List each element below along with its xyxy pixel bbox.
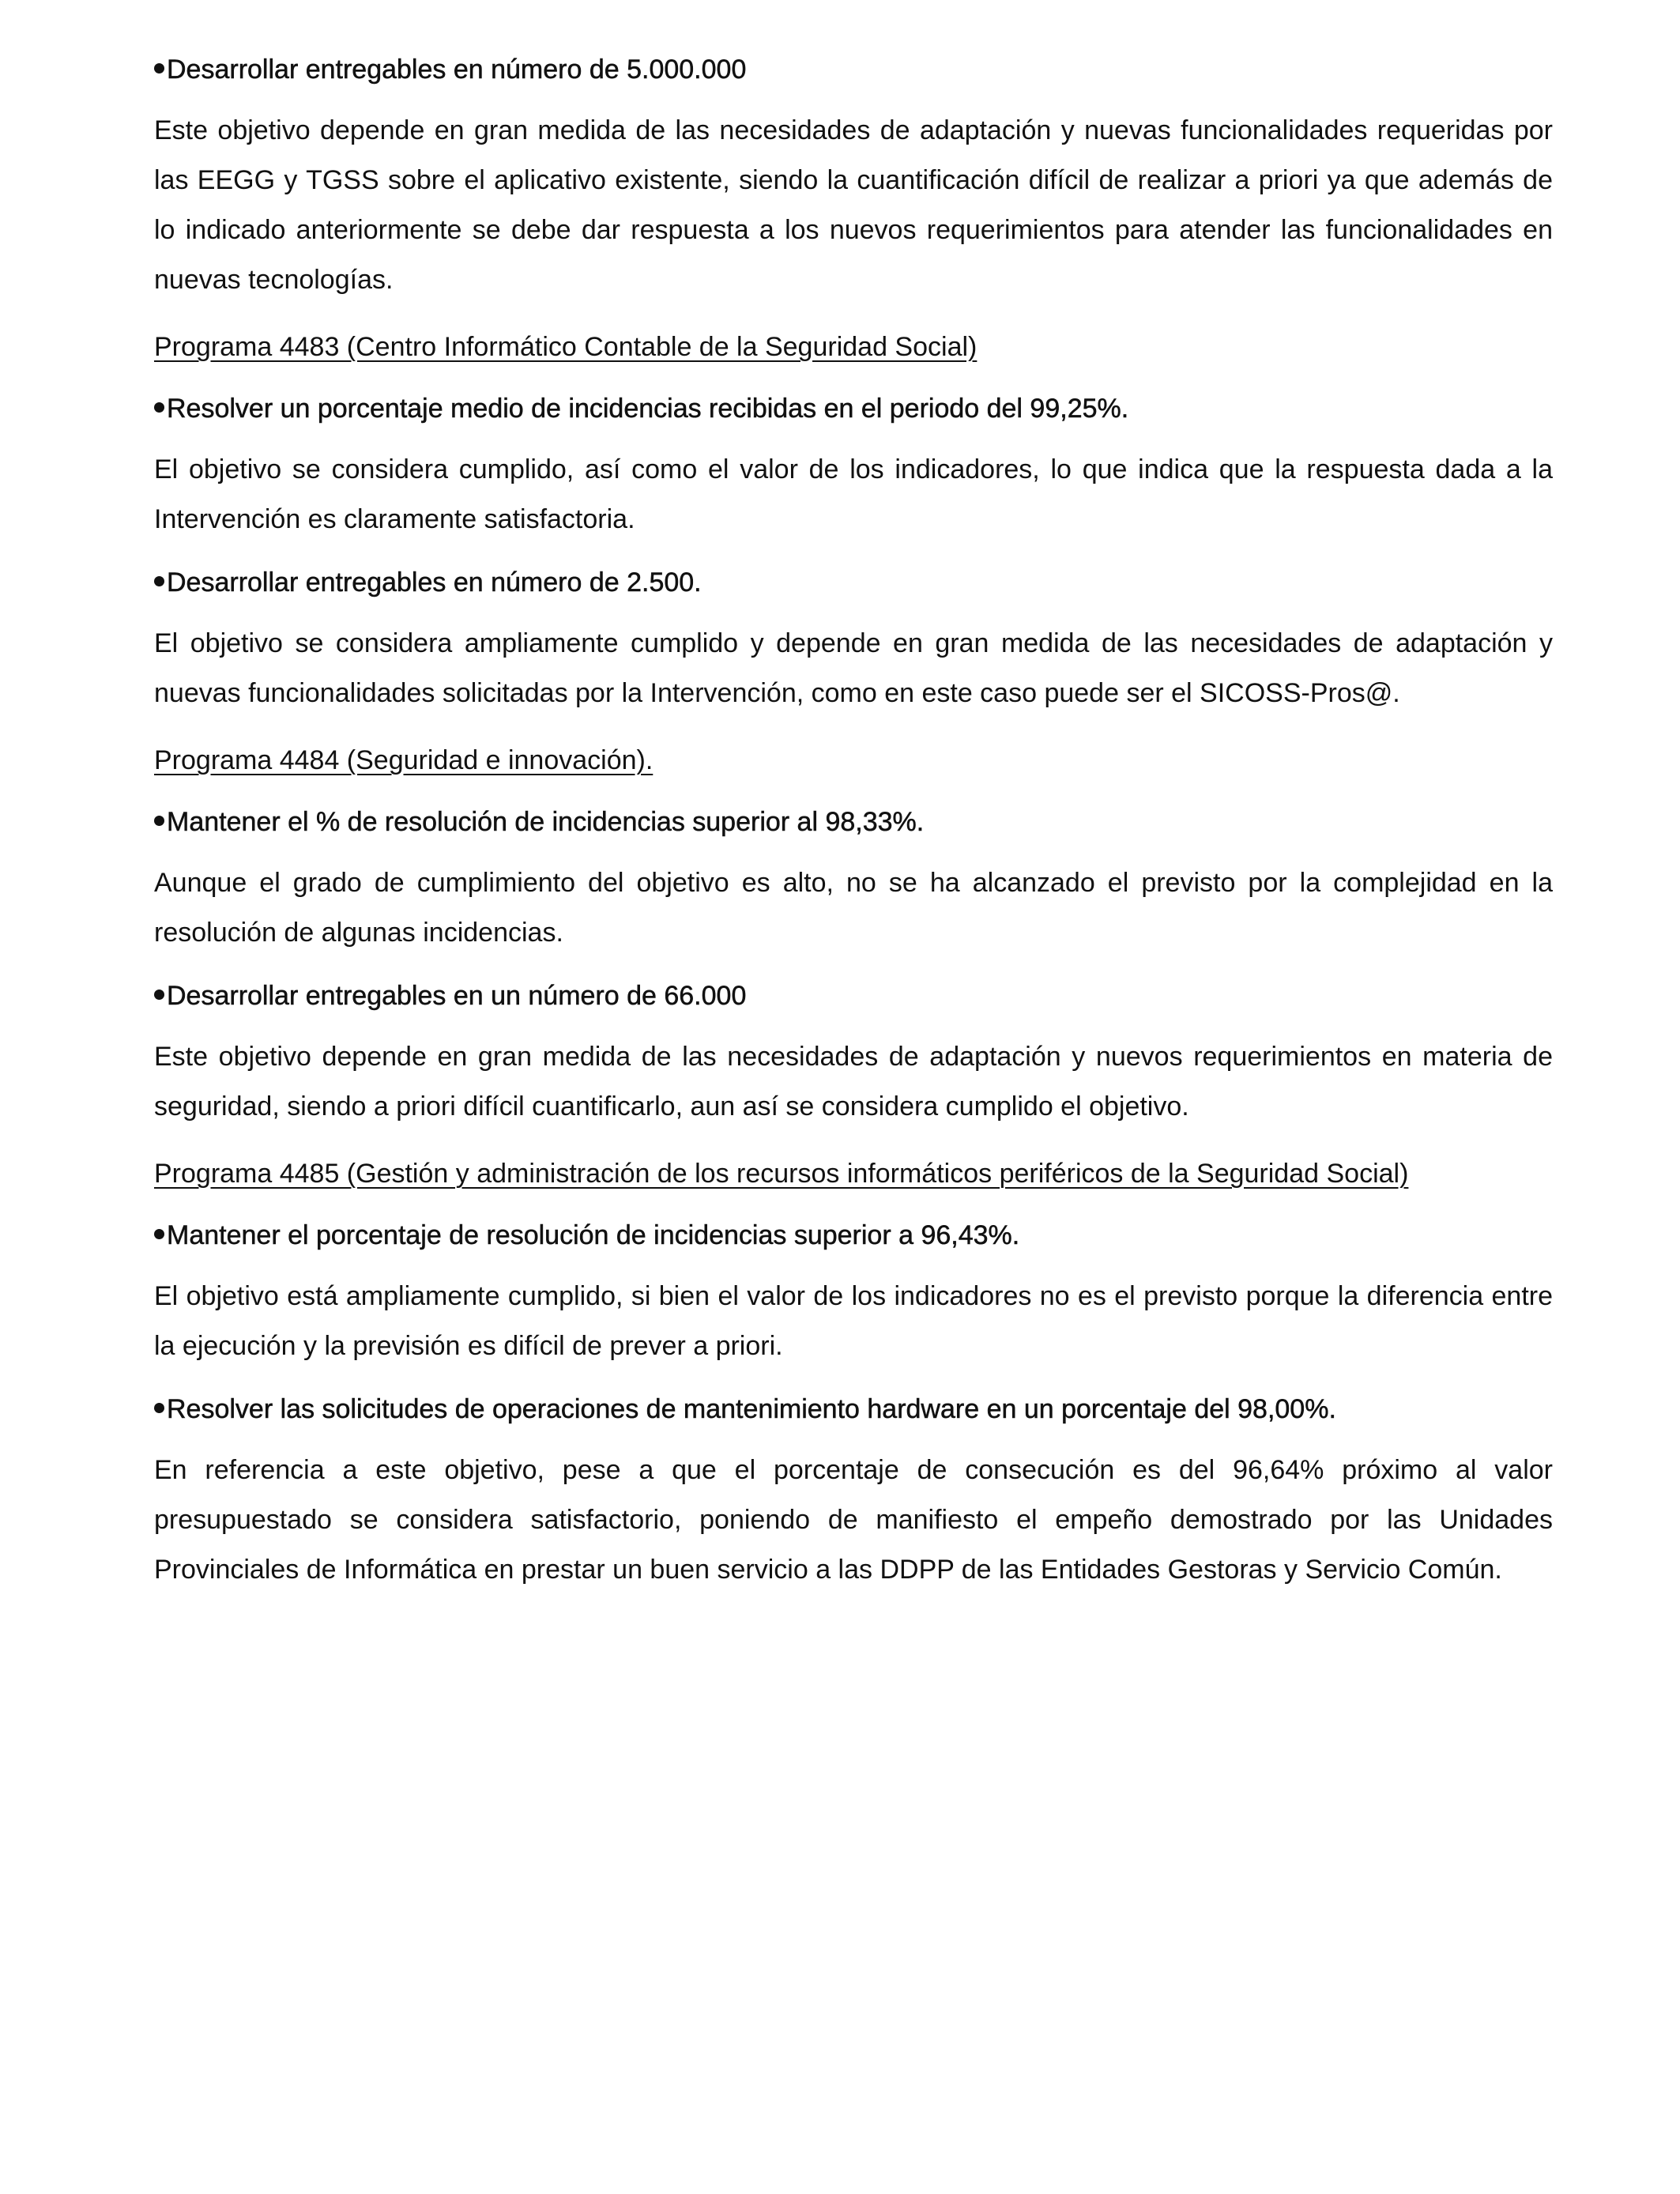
objective-text: Desarrollar entregables en un número de 66.000 [167, 981, 747, 1011]
bullet-dot-icon [154, 576, 164, 586]
objective-bullet [154, 49, 1553, 90]
bullet-dot-icon [154, 816, 164, 826]
objective-text: Resolver las solicitudes de operaciones de mantenimiento hardware en un porcentaje del 98,00%. [167, 1394, 1336, 1424]
objective-assessment: El objetivo se considera ampliamente cumplido y depende en gran medida de las necesidades de adaptación y nuevas funcionalidades solicitadas por la Intervención, como en este caso puede ser el SICOSS-Pros@. [154, 628, 1553, 708]
program-heading-text: Programa 4484 (Seguridad e innovación). [154, 745, 654, 775]
program-heading-text: Programa 4485 (Gestión y administración de los recursos informáticos periféricos de la Seguridad Social) [154, 1159, 1409, 1189]
program-heading-4483 [154, 322, 1553, 372]
program-heading-4484 [154, 736, 1553, 786]
program-heading-4485 [154, 1149, 1456, 1199]
bullet-dot-icon [154, 990, 164, 1000]
objective-assessment: En referencia a este objetivo, pese a que el porcentaje de consecución es del 96,64% próximo al valor presupuestado se considera satisfactorio, poniendo de manifiesto el empeño demostrado por las Unidades Provinciales de Informática en prestar un buen servicio a las DDPP de las Entidades Gestoras y Servicio Común. [154, 1455, 1553, 1585]
objective-text: Desarrollar entregables en número de 2.500. [167, 567, 702, 598]
objective-assessment: El objetivo está ampliamente cumplido, si bien el valor de los indicadores no es el previsto porque la diferencia entre la ejecución y la previsión es difícil de prever a priori. [154, 1281, 1553, 1361]
bullet-dot-icon [154, 1229, 164, 1239]
objective-text: Resolver un porcentaje medio de incidencias recibidas en el periodo del 99,25%. [167, 394, 1129, 424]
bullet-dot-icon [154, 1403, 164, 1413]
document-page [154, 49, 1553, 1612]
objective-bullet [154, 562, 1553, 603]
objective-bullet [154, 388, 1553, 429]
objective-bullet [154, 801, 1553, 843]
objective-text: Mantener el porcentaje de resolución de incidencias superior a 96,43%. [167, 1220, 1020, 1250]
objective-bullet [154, 975, 1553, 1016]
objective-text: Mantener el % de resolución de incidencias superior al 98,33%. [167, 807, 925, 837]
objective-bullet [154, 1389, 1553, 1430]
objective-assessment: El objetivo se considera cumplido, así como el valor de los indicadores, lo que indica que la respuesta dada a la Intervención es claramente satisfactoria. [154, 454, 1553, 534]
objective-assessment: Este objetivo depende en gran medida de las necesidades de adaptación y nuevos requerimientos en materia de seguridad, siendo a priori difícil cuantificarlo, aun así se considera cumplido el objetivo. [154, 1042, 1553, 1122]
bullet-dot-icon [154, 63, 164, 74]
objective-bullet [154, 1215, 1553, 1256]
objective-text: Desarrollar entregables en número de 5.000.000 [167, 55, 747, 85]
objective-assessment: Aunque el grado de cumplimiento del objetivo es alto, no se ha alcanzado el previsto por la complejidad en la resolución de algunas incidencias. [154, 868, 1553, 948]
objective-assessment: Este objetivo depende en gran medida de las necesidades de adaptación y nuevas funcionalidades requeridas por las EEGG y TGSS sobre el aplicativo existente, siendo la cuantificación difícil de realizar a priori ya que además de lo indicado anteriormente se debe dar respuesta a los nuevos requerimientos para atender las funcionalidades en nuevas tecnologías. [154, 115, 1553, 295]
program-heading-text: Programa 4483 (Centro Informático Contable de la Seguridad Social) [154, 332, 977, 362]
bullet-dot-icon [154, 402, 164, 413]
